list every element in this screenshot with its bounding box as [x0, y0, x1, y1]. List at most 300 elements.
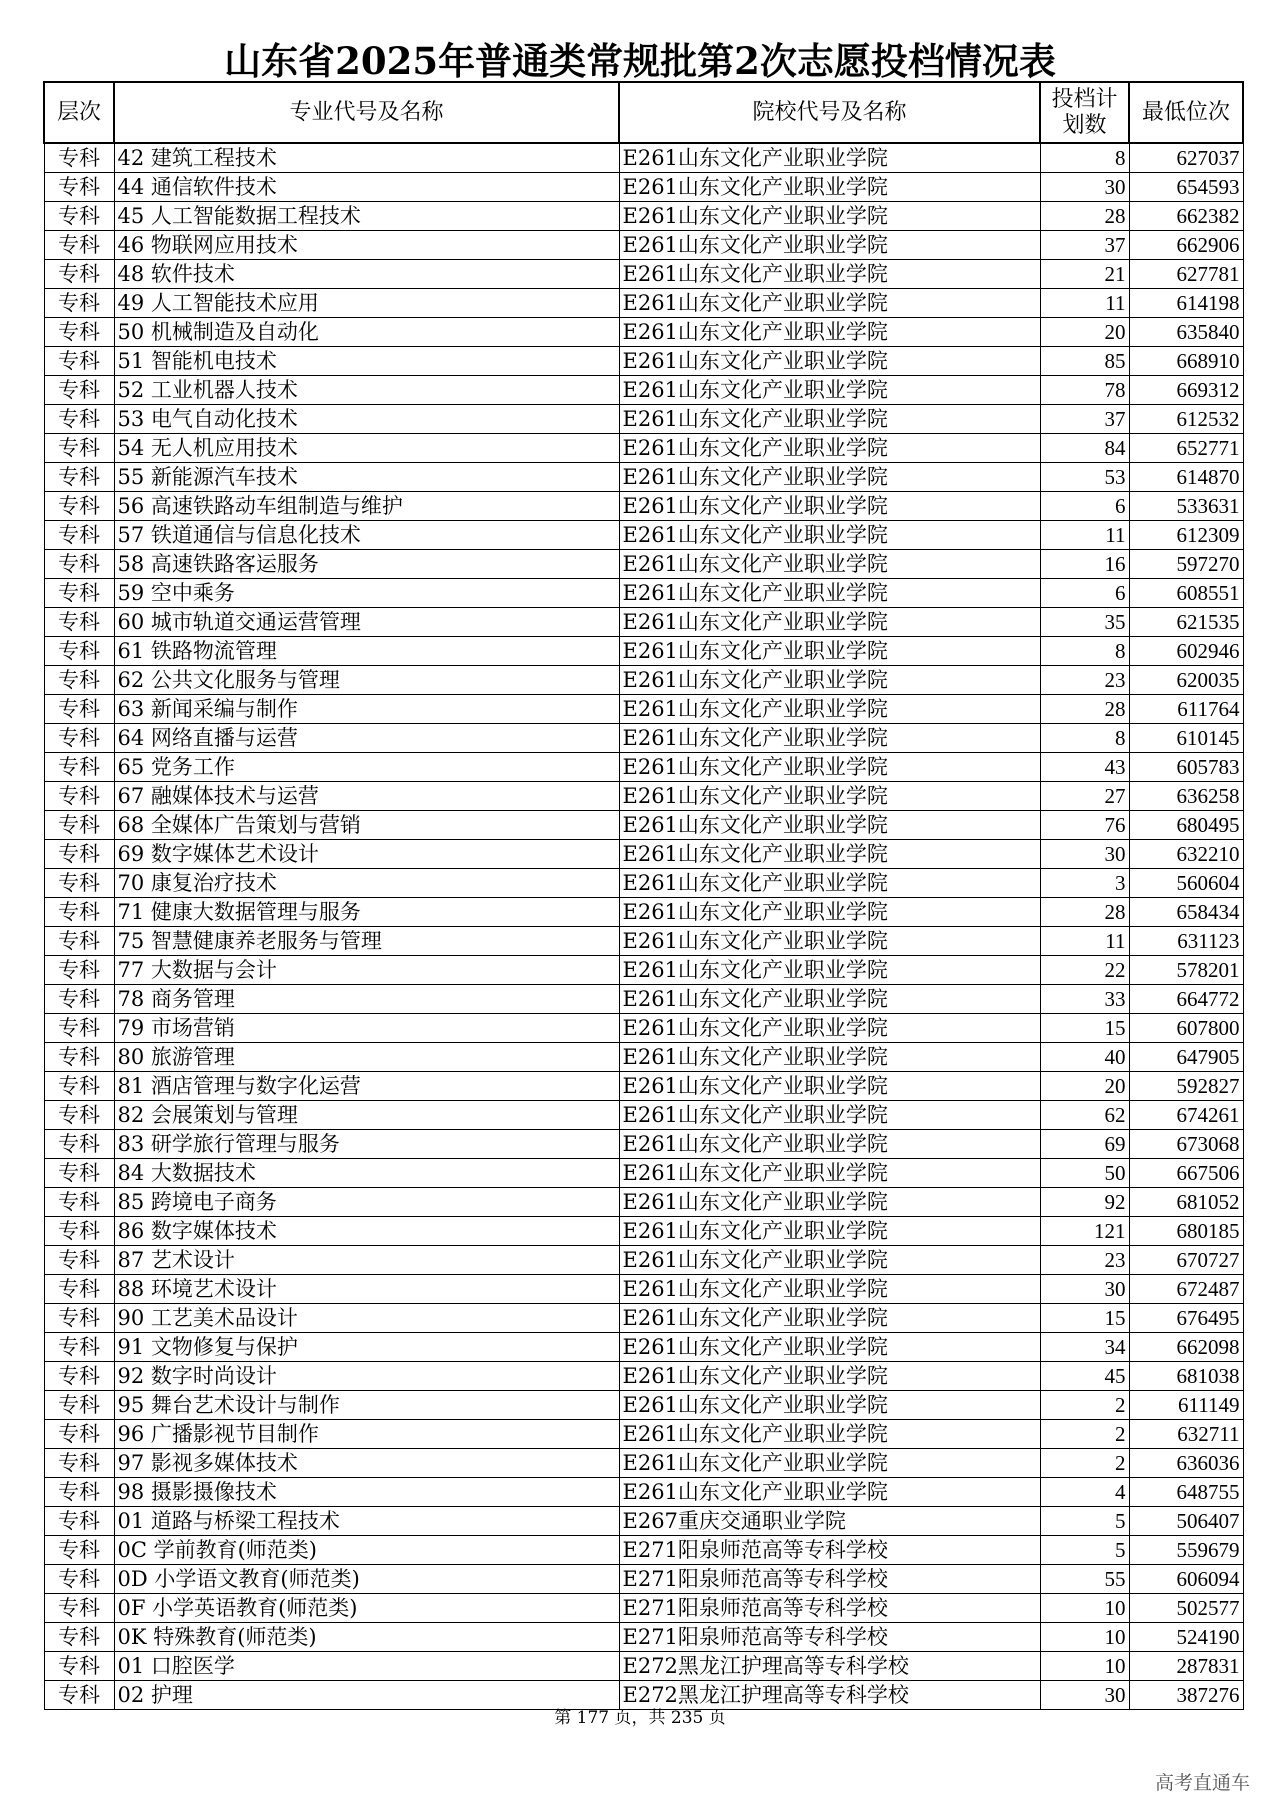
cell-rank: 612309 [1129, 521, 1243, 550]
cell-plan: 84 [1040, 434, 1129, 463]
cell-level: 专科 [44, 1391, 114, 1420]
cell-plan: 34 [1040, 1333, 1129, 1362]
cell-plan: 85 [1040, 347, 1129, 376]
cell-level: 专科 [44, 318, 114, 347]
table-row [44, 724, 1243, 753]
cell-major: 01 口腔医学 [114, 1652, 619, 1681]
header-major: 专业代号及名称 [114, 82, 619, 143]
cell-level: 专科 [44, 1275, 114, 1304]
cell-rank: 674261 [1129, 1101, 1243, 1130]
cell-plan: 11 [1040, 927, 1129, 956]
header-plan-line2: 划数 [1062, 112, 1107, 138]
table-row [44, 1420, 1243, 1449]
cell-level: 专科 [44, 1072, 114, 1101]
table-row [44, 1623, 1243, 1652]
cell-school: E261山东文化产业职业学院 [619, 318, 1040, 347]
cell-major: 60 城市轨道交通运营管理 [114, 608, 619, 637]
table-row [44, 492, 1243, 521]
cell-plan: 28 [1040, 695, 1129, 724]
cell-plan: 16 [1040, 550, 1129, 579]
cell-school: E261山东文化产业职业学院 [619, 927, 1040, 956]
cell-school: E261山东文化产业职业学院 [619, 1478, 1040, 1507]
cell-major: 42 建筑工程技术 [114, 143, 619, 173]
cell-level: 专科 [44, 1304, 114, 1333]
cell-rank: 559679 [1129, 1536, 1243, 1565]
cell-level: 专科 [44, 550, 114, 579]
cell-plan: 15 [1040, 1014, 1129, 1043]
cell-level: 专科 [44, 1449, 114, 1478]
table-row [44, 1594, 1243, 1623]
table-row [44, 1072, 1243, 1101]
table-row [44, 231, 1243, 260]
cell-plan: 10 [1040, 1623, 1129, 1652]
cell-major: 90 工艺美术品设计 [114, 1304, 619, 1333]
cell-level: 专科 [44, 985, 114, 1014]
table-row [44, 1246, 1243, 1275]
cell-plan: 2 [1040, 1449, 1129, 1478]
cell-major: 83 研学旅行管理与服务 [114, 1130, 619, 1159]
cell-rank: 652771 [1129, 434, 1243, 463]
cell-level: 专科 [44, 898, 114, 927]
cell-major: 97 影视多媒体技术 [114, 1449, 619, 1478]
cell-major: 0D 小学语文教育(师范类) [114, 1565, 619, 1594]
cell-major: 63 新闻采编与制作 [114, 695, 619, 724]
cell-rank: 680185 [1129, 1217, 1243, 1246]
cell-rank: 676495 [1129, 1304, 1243, 1333]
cell-school: E261山东文化产业职业学院 [619, 1043, 1040, 1072]
cell-level: 专科 [44, 1478, 114, 1507]
cell-level: 专科 [44, 231, 114, 260]
cell-plan: 30 [1040, 1275, 1129, 1304]
cell-plan: 4 [1040, 1478, 1129, 1507]
cell-school: E261山东文化产业职业学院 [619, 608, 1040, 637]
table-row [44, 550, 1243, 579]
cell-rank: 607800 [1129, 1014, 1243, 1043]
cell-rank: 667506 [1129, 1159, 1243, 1188]
cell-rank: 287831 [1129, 1652, 1243, 1681]
cell-rank: 592827 [1129, 1072, 1243, 1101]
cell-rank: 614198 [1129, 289, 1243, 318]
cell-school: E261山东文化产业职业学院 [619, 869, 1040, 898]
cell-plan: 11 [1040, 521, 1129, 550]
cell-school: E271阳泉师范高等专科学校 [619, 1623, 1040, 1652]
cell-level: 专科 [44, 1652, 114, 1681]
cell-major: 59 空中乘务 [114, 579, 619, 608]
table-row [44, 956, 1243, 985]
cell-major: 88 环境艺术设计 [114, 1275, 619, 1304]
table-row [44, 579, 1243, 608]
cell-plan: 53 [1040, 463, 1129, 492]
cell-major: 57 铁道通信与信息化技术 [114, 521, 619, 550]
cell-major: 49 人工智能技术应用 [114, 289, 619, 318]
table-row [44, 898, 1243, 927]
cell-plan: 22 [1040, 956, 1129, 985]
cell-level: 专科 [44, 1130, 114, 1159]
table-row [44, 1652, 1243, 1681]
cell-level: 专科 [44, 260, 114, 289]
table-row [44, 1188, 1243, 1217]
cell-school: E271阳泉师范高等专科学校 [619, 1565, 1040, 1594]
cell-rank: 524190 [1129, 1623, 1243, 1652]
cell-major: 79 市场营销 [114, 1014, 619, 1043]
cell-plan: 8 [1040, 143, 1129, 173]
cell-major: 75 智慧健康养老服务与管理 [114, 927, 619, 956]
header-school: 院校代号及名称 [619, 82, 1040, 143]
cell-major: 54 无人机应用技术 [114, 434, 619, 463]
cell-rank: 502577 [1129, 1594, 1243, 1623]
cell-school: E261山东文化产业职业学院 [619, 231, 1040, 260]
admission-table [43, 81, 1244, 1710]
cell-major: 80 旅游管理 [114, 1043, 619, 1072]
cell-plan: 28 [1040, 898, 1129, 927]
cell-level: 专科 [44, 405, 114, 434]
cell-school: E261山东文化产业职业学院 [619, 724, 1040, 753]
cell-level: 专科 [44, 1188, 114, 1217]
cell-school: E261山东文化产业职业学院 [619, 1072, 1040, 1101]
cell-plan: 62 [1040, 1101, 1129, 1130]
cell-major: 56 高速铁路动车组制造与维护 [114, 492, 619, 521]
cell-plan: 23 [1040, 666, 1129, 695]
header-rank: 最低位次 [1129, 82, 1243, 143]
cell-level: 专科 [44, 1333, 114, 1362]
cell-plan: 6 [1040, 579, 1129, 608]
table-row [44, 1333, 1243, 1362]
cell-school: E261山东文化产业职业学院 [619, 782, 1040, 811]
table-row [44, 695, 1243, 724]
table-row [44, 434, 1243, 463]
cell-rank: 614870 [1129, 463, 1243, 492]
table-row [44, 753, 1243, 782]
cell-level: 专科 [44, 1623, 114, 1652]
cell-major: 58 高速铁路客运服务 [114, 550, 619, 579]
cell-major: 0F 小学英语教育(师范类) [114, 1594, 619, 1623]
cell-school: E261山东文化产业职业学院 [619, 1188, 1040, 1217]
table-row [44, 608, 1243, 637]
table-row [44, 1478, 1243, 1507]
table-row [44, 1304, 1243, 1333]
cell-level: 专科 [44, 1536, 114, 1565]
cell-major: 45 人工智能数据工程技术 [114, 202, 619, 231]
table-row [44, 1217, 1243, 1246]
table-row [44, 173, 1243, 202]
cell-major: 65 党务工作 [114, 753, 619, 782]
cell-rank: 627781 [1129, 260, 1243, 289]
cell-rank: 632711 [1129, 1420, 1243, 1449]
table-row [44, 376, 1243, 405]
cell-rank: 636258 [1129, 782, 1243, 811]
cell-level: 专科 [44, 492, 114, 521]
cell-level: 专科 [44, 956, 114, 985]
cell-major: 82 会展策划与管理 [114, 1101, 619, 1130]
cell-level: 专科 [44, 463, 114, 492]
header-level: 层次 [44, 82, 114, 143]
cell-plan: 121 [1040, 1217, 1129, 1246]
cell-school: E261山东文化产业职业学院 [619, 1101, 1040, 1130]
cell-school: E261山东文化产业职业学院 [619, 376, 1040, 405]
cell-major: 48 软件技术 [114, 260, 619, 289]
cell-school: E271阳泉师范高等专科学校 [619, 1594, 1040, 1623]
cell-level: 专科 [44, 1159, 114, 1188]
cell-major: 92 数字时尚设计 [114, 1362, 619, 1391]
cell-major: 81 酒店管理与数字化运营 [114, 1072, 619, 1101]
table-row [44, 1101, 1243, 1130]
cell-major: 62 公共文化服务与管理 [114, 666, 619, 695]
cell-plan: 11 [1040, 289, 1129, 318]
table-row [44, 318, 1243, 347]
cell-plan: 8 [1040, 724, 1129, 753]
table-row [44, 811, 1243, 840]
cell-rank: 611149 [1129, 1391, 1243, 1420]
cell-rank: 606094 [1129, 1565, 1243, 1594]
cell-rank: 636036 [1129, 1449, 1243, 1478]
cell-rank: 578201 [1129, 956, 1243, 985]
table-row [44, 1130, 1243, 1159]
cell-rank: 672487 [1129, 1275, 1243, 1304]
cell-rank: 610145 [1129, 724, 1243, 753]
cell-plan: 5 [1040, 1507, 1129, 1536]
cell-school: E261山东文化产业职业学院 [619, 1246, 1040, 1275]
cell-school: E261山东文化产业职业学院 [619, 405, 1040, 434]
cell-plan: 15 [1040, 1304, 1129, 1333]
cell-level: 专科 [44, 1420, 114, 1449]
cell-level: 专科 [44, 202, 114, 231]
cell-school: E261山东文化产业职业学院 [619, 1449, 1040, 1478]
table-row [44, 1391, 1243, 1420]
cell-level: 专科 [44, 1246, 114, 1275]
cell-plan: 10 [1040, 1652, 1129, 1681]
table-row [44, 1159, 1243, 1188]
cell-school: E261山东文化产业职业学院 [619, 1333, 1040, 1362]
table-row [44, 782, 1243, 811]
cell-rank: 662906 [1129, 231, 1243, 260]
table-row [44, 1275, 1243, 1304]
cell-school: E261山东文化产业职业学院 [619, 550, 1040, 579]
cell-level: 专科 [44, 579, 114, 608]
cell-rank: 605783 [1129, 753, 1243, 782]
cell-plan: 35 [1040, 608, 1129, 637]
cell-plan: 50 [1040, 1159, 1129, 1188]
cell-major: 01 道路与桥梁工程技术 [114, 1507, 619, 1536]
cell-level: 专科 [44, 1362, 114, 1391]
cell-plan: 8 [1040, 637, 1129, 666]
cell-major: 98 摄影摄像技术 [114, 1478, 619, 1507]
cell-rank: 680495 [1129, 811, 1243, 840]
table-row [44, 289, 1243, 318]
cell-school: E261山东文化产业职业学院 [619, 260, 1040, 289]
cell-school: E261山东文化产业职业学院 [619, 956, 1040, 985]
table-row [44, 202, 1243, 231]
cell-rank: 635840 [1129, 318, 1243, 347]
cell-major: 50 机械制造及自动化 [114, 318, 619, 347]
cell-school: E261山东文化产业职业学院 [619, 840, 1040, 869]
table-row [44, 1043, 1243, 1072]
cell-plan: 2 [1040, 1420, 1129, 1449]
page-title: 山东省2025年普通类常规批第2次志愿投档情况表 [224, 39, 1056, 83]
cell-level: 专科 [44, 724, 114, 753]
cell-level: 专科 [44, 1507, 114, 1536]
cell-level: 专科 [44, 376, 114, 405]
cell-plan: 30 [1040, 1681, 1129, 1710]
table-row [44, 405, 1243, 434]
cell-major: 51 智能机电技术 [114, 347, 619, 376]
cell-plan: 92 [1040, 1188, 1129, 1217]
cell-major: 86 数字媒体技术 [114, 1217, 619, 1246]
cell-school: E261山东文化产业职业学院 [619, 811, 1040, 840]
cell-level: 专科 [44, 289, 114, 318]
cell-rank: 620035 [1129, 666, 1243, 695]
cell-rank: 662098 [1129, 1333, 1243, 1362]
cell-plan: 43 [1040, 753, 1129, 782]
cell-school: E261山东文化产业职业学院 [619, 434, 1040, 463]
table-row [44, 521, 1243, 550]
cell-school: E261山东文化产业职业学院 [619, 898, 1040, 927]
cell-rank: 664772 [1129, 985, 1243, 1014]
cell-level: 专科 [44, 1681, 114, 1710]
cell-school: E261山东文化产业职业学院 [619, 492, 1040, 521]
cell-school: E261山东文化产业职业学院 [619, 985, 1040, 1014]
cell-school: E261山东文化产业职业学院 [619, 666, 1040, 695]
cell-level: 专科 [44, 840, 114, 869]
cell-level: 专科 [44, 521, 114, 550]
cell-level: 专科 [44, 869, 114, 898]
cell-major: 69 数字媒体艺术设计 [114, 840, 619, 869]
cell-school: E261山东文化产业职业学院 [619, 1159, 1040, 1188]
cell-rank: 597270 [1129, 550, 1243, 579]
cell-plan: 30 [1040, 173, 1129, 202]
cell-level: 专科 [44, 1594, 114, 1623]
cell-school: E261山东文化产业职业学院 [619, 637, 1040, 666]
cell-major: 67 融媒体技术与运营 [114, 782, 619, 811]
cell-level: 专科 [44, 1014, 114, 1043]
cell-rank: 621535 [1129, 608, 1243, 637]
cell-rank: 658434 [1129, 898, 1243, 927]
table-body [44, 143, 1243, 1710]
table-row [44, 840, 1243, 869]
cell-rank: 560604 [1129, 869, 1243, 898]
cell-school: E261山东文化产业职业学院 [619, 1304, 1040, 1333]
cell-level: 专科 [44, 347, 114, 376]
cell-school: E261山东文化产业职业学院 [619, 695, 1040, 724]
cell-rank: 662382 [1129, 202, 1243, 231]
cell-rank: 387276 [1129, 1681, 1243, 1710]
cell-major: 87 艺术设计 [114, 1246, 619, 1275]
cell-plan: 3 [1040, 869, 1129, 898]
cell-major: 78 商务管理 [114, 985, 619, 1014]
header-plan-line1: 投档计 [1051, 86, 1118, 112]
cell-rank: 602946 [1129, 637, 1243, 666]
cell-plan: 10 [1040, 1594, 1129, 1623]
cell-major: 68 全媒体广告策划与营销 [114, 811, 619, 840]
cell-major: 0C 学前教育(师范类) [114, 1536, 619, 1565]
cell-school: E261山东文化产业职业学院 [619, 753, 1040, 782]
cell-school: E261山东文化产业职业学院 [619, 521, 1040, 550]
cell-level: 专科 [44, 1217, 114, 1246]
cell-rank: 631123 [1129, 927, 1243, 956]
cell-rank: 533631 [1129, 492, 1243, 521]
table-row [44, 1449, 1243, 1478]
cell-school: E272黑龙江护理高等专科学校 [619, 1652, 1040, 1681]
cell-rank: 647905 [1129, 1043, 1243, 1072]
cell-major: 95 舞台艺术设计与制作 [114, 1391, 619, 1420]
cell-rank: 632210 [1129, 840, 1243, 869]
cell-plan: 78 [1040, 376, 1129, 405]
cell-level: 专科 [44, 637, 114, 666]
cell-major: 61 铁路物流管理 [114, 637, 619, 666]
cell-major: 44 通信软件技术 [114, 173, 619, 202]
cell-plan: 55 [1040, 1565, 1129, 1594]
cell-plan: 76 [1040, 811, 1129, 840]
cell-rank: 668910 [1129, 347, 1243, 376]
cell-school: E261山东文化产业职业学院 [619, 1217, 1040, 1246]
cell-level: 专科 [44, 695, 114, 724]
cell-major: 91 文物修复与保护 [114, 1333, 619, 1362]
table-row [44, 1536, 1243, 1565]
table-row [44, 1565, 1243, 1594]
cell-major: 53 电气自动化技术 [114, 405, 619, 434]
cell-plan: 28 [1040, 202, 1129, 231]
cell-rank: 681052 [1129, 1188, 1243, 1217]
cell-school: E261山东文化产业职业学院 [619, 202, 1040, 231]
cell-rank: 654593 [1129, 173, 1243, 202]
cell-rank: 669312 [1129, 376, 1243, 405]
cell-major: 77 大数据与会计 [114, 956, 619, 985]
header-plan [1040, 82, 1129, 143]
cell-rank: 506407 [1129, 1507, 1243, 1536]
cell-level: 专科 [44, 434, 114, 463]
cell-plan: 37 [1040, 405, 1129, 434]
table-header [44, 82, 1243, 143]
cell-level: 专科 [44, 1101, 114, 1130]
cell-plan: 27 [1040, 782, 1129, 811]
cell-school: E261山东文化产业职业学院 [619, 463, 1040, 492]
cell-level: 专科 [44, 143, 114, 173]
cell-plan: 6 [1040, 492, 1129, 521]
page-number: 第 177 页，共 235 页 [554, 1708, 726, 1728]
cell-plan: 21 [1040, 260, 1129, 289]
cell-major: 85 跨境电子商务 [114, 1188, 619, 1217]
cell-rank: 608551 [1129, 579, 1243, 608]
cell-major: 70 康复治疗技术 [114, 869, 619, 898]
cell-rank: 612532 [1129, 405, 1243, 434]
cell-major: 71 健康大数据管理与服务 [114, 898, 619, 927]
table-row [44, 927, 1243, 956]
cell-level: 专科 [44, 811, 114, 840]
cell-school: E261山东文化产业职业学院 [619, 143, 1040, 173]
cell-school: E261山东文化产业职业学院 [619, 1130, 1040, 1159]
cell-school: E261山东文化产业职业学院 [619, 289, 1040, 318]
cell-school: E261山东文化产业职业学院 [619, 579, 1040, 608]
cell-major: 64 网络直播与运营 [114, 724, 619, 753]
cell-major: 84 大数据技术 [114, 1159, 619, 1188]
cell-plan: 5 [1040, 1536, 1129, 1565]
table-row [44, 666, 1243, 695]
cell-rank: 648755 [1129, 1478, 1243, 1507]
table-row [44, 985, 1243, 1014]
cell-major: 55 新能源汽车技术 [114, 463, 619, 492]
cell-school: E261山东文化产业职业学院 [619, 1362, 1040, 1391]
table-row [44, 1362, 1243, 1391]
cell-plan: 33 [1040, 985, 1129, 1014]
cell-plan: 2 [1040, 1391, 1129, 1420]
cell-school: E261山东文化产业职业学院 [619, 347, 1040, 376]
cell-school: E261山东文化产业职业学院 [619, 1420, 1040, 1449]
cell-level: 专科 [44, 608, 114, 637]
cell-level: 专科 [44, 753, 114, 782]
table-row [44, 347, 1243, 376]
cell-major: 52 工业机器人技术 [114, 376, 619, 405]
table-row [44, 1014, 1243, 1043]
cell-rank: 627037 [1129, 143, 1243, 173]
